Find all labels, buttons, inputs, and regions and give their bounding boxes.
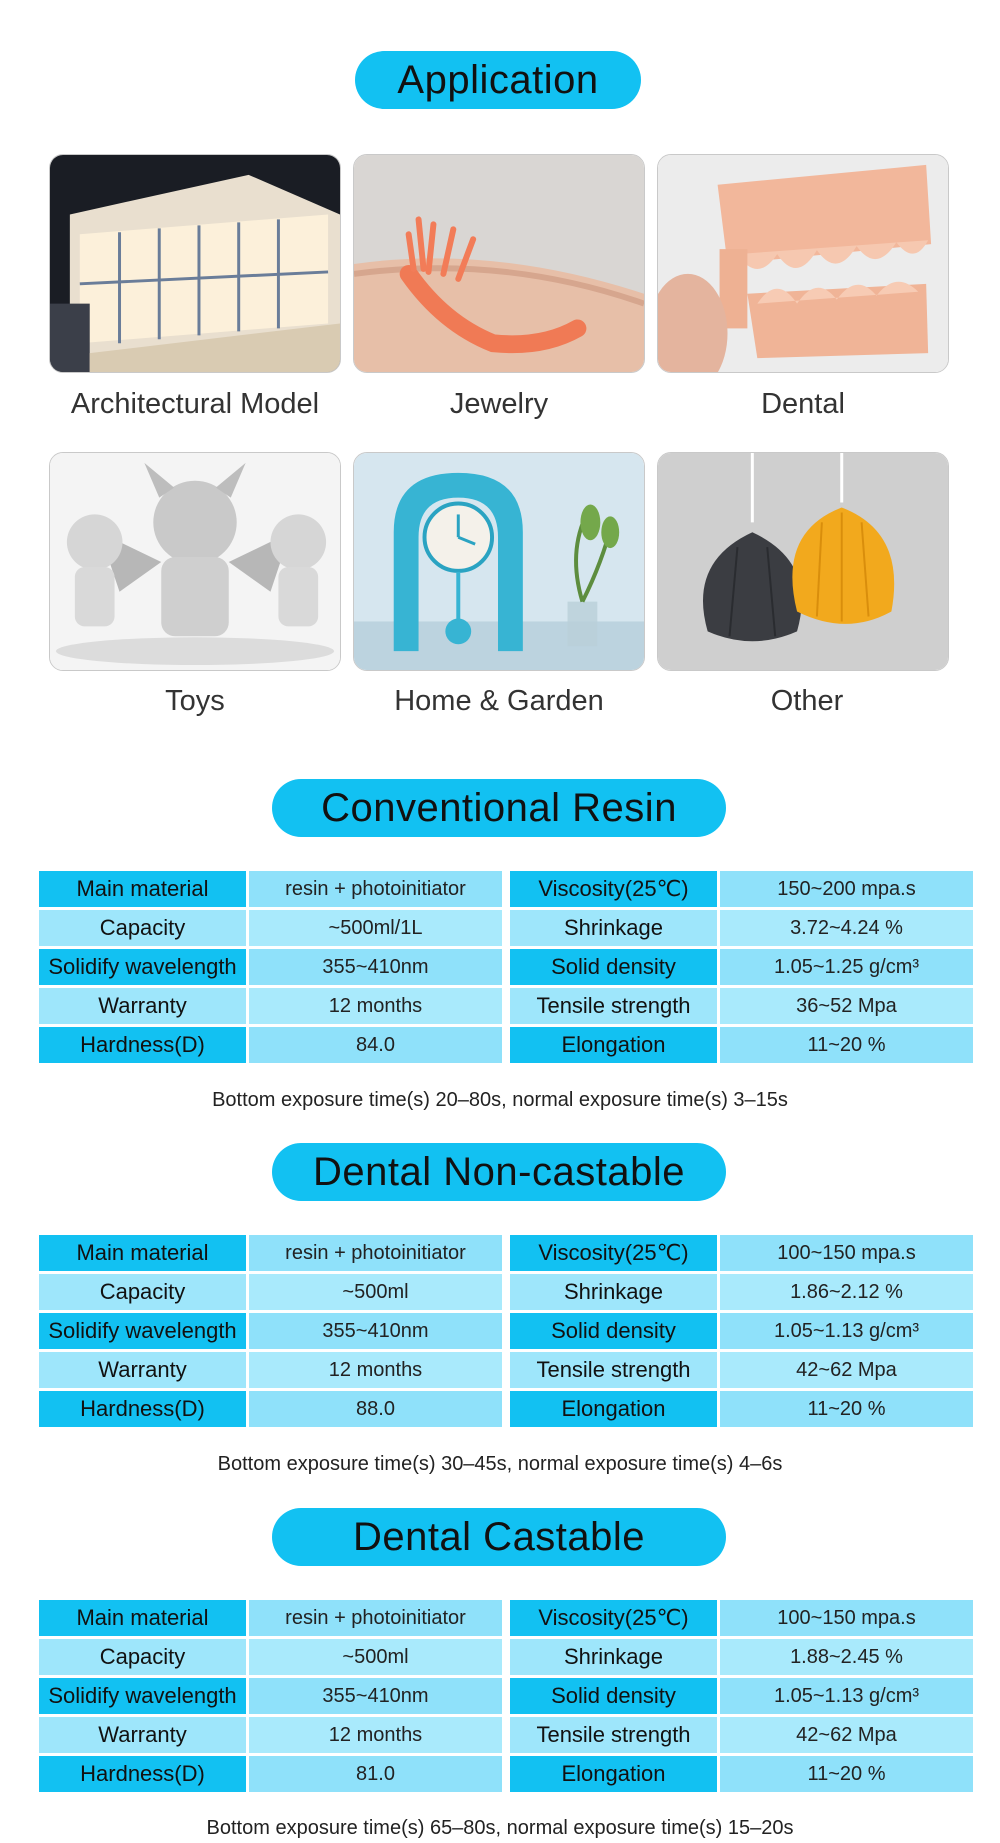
spec-table (36, 868, 976, 1066)
spec-key: Elongation (510, 1391, 717, 1427)
spec-key: Capacity (39, 1639, 246, 1675)
spec-row (39, 871, 973, 907)
spec-value: ~500ml (249, 1274, 502, 1310)
spec-gap (505, 1717, 507, 1753)
spec-value: 100~150 mpa.s (720, 1235, 973, 1271)
spec-value: 355~410nm (249, 1678, 502, 1714)
spec-key: Viscosity(25℃) (510, 1600, 717, 1636)
spec-value: 150~200 mpa.s (720, 871, 973, 907)
spec-key: Elongation (510, 1756, 717, 1792)
spec-row (39, 1639, 973, 1675)
spec-key: Warranty (39, 988, 246, 1024)
caption-jewelry: Jewelry (449, 388, 549, 420)
spec-gap (505, 1639, 507, 1675)
spec-gap (505, 1235, 507, 1271)
spec-value: 11~20 % (720, 1756, 973, 1792)
jewelry-image (353, 154, 645, 373)
spec-value: 42~62 Mpa (720, 1717, 973, 1753)
spec-gap (505, 988, 507, 1024)
caption-dental: Dental (761, 388, 845, 420)
spec-key: Main material (39, 871, 246, 907)
spec-row (39, 1756, 973, 1792)
caption-architectural-model: Architectural Model (70, 388, 320, 420)
spec-row (39, 988, 973, 1024)
spec-table-body (39, 1600, 973, 1792)
other-image (657, 452, 949, 671)
home-garden-image (353, 452, 645, 671)
spec-key: Main material (39, 1600, 246, 1636)
spec-key: Tensile strength (510, 988, 717, 1024)
resin-title: Dental Castable (352, 1514, 646, 1559)
spec-key: Solid density (510, 949, 717, 985)
spec-gap (505, 1391, 507, 1427)
spec-gap (505, 1678, 507, 1714)
spec-key: Solidify wavelength (39, 949, 246, 985)
spec-value: resin + photoinitiator (249, 871, 502, 907)
spec-row (39, 1027, 973, 1063)
spec-value: 12 months (249, 988, 502, 1024)
toys-image (49, 452, 341, 671)
spec-key: Solid density (510, 1313, 717, 1349)
spec-value: 1.86~2.12 % (720, 1274, 973, 1310)
exposure-note: Bottom exposure time(s) 20–80s, normal exposure time(s) 3–15s (212, 1089, 788, 1111)
architectural-model-image (49, 154, 341, 373)
spec-value: 12 months (249, 1717, 502, 1753)
spec-key: Warranty (39, 1717, 246, 1753)
spec-table (36, 1597, 976, 1795)
spec-row (39, 1313, 973, 1349)
spec-row (39, 1274, 973, 1310)
spec-gap (505, 949, 507, 985)
spec-row (39, 1678, 973, 1714)
spec-value: ~500ml (249, 1639, 502, 1675)
spec-gap (505, 871, 507, 907)
spec-key: Hardness(D) (39, 1756, 246, 1792)
resin-title: Dental Non-castable (313, 1149, 685, 1194)
spec-value: 355~410nm (249, 949, 502, 985)
spec-key: Main material (39, 1235, 246, 1271)
spec-value: ~500ml/1L (249, 910, 502, 946)
spec-gap (505, 1600, 507, 1636)
spec-row (39, 1717, 973, 1753)
spec-gap (505, 1352, 507, 1388)
exposure-note: Bottom exposure time(s) 65–80s, normal exposure time(s) 15–20s (206, 1817, 794, 1839)
dental-image (657, 154, 949, 373)
spec-key: Hardness(D) (39, 1027, 246, 1063)
spec-key: Tensile strength (510, 1352, 717, 1388)
exposure-note: Bottom exposure time(s) 30–45s, normal exposure time(s) 4–6s (217, 1453, 783, 1475)
spec-value: 1.05~1.13 g/cm³ (720, 1678, 973, 1714)
caption-home-garden: Home & Garden (394, 685, 604, 717)
spec-value: 100~150 mpa.s (720, 1600, 973, 1636)
spec-key: Solidify wavelength (39, 1313, 246, 1349)
resin-title-pill (272, 779, 726, 837)
spec-key: Tensile strength (510, 1717, 717, 1753)
spec-value: resin + photoinitiator (249, 1600, 502, 1636)
spec-value: 1.88~2.45 % (720, 1639, 973, 1675)
spec-table (36, 1232, 976, 1430)
spec-row (39, 1600, 973, 1636)
spec-key: Viscosity(25℃) (510, 871, 717, 907)
spec-value: 1.05~1.13 g/cm³ (720, 1313, 973, 1349)
application-title-pill (355, 51, 641, 109)
spec-value: resin + photoinitiator (249, 1235, 502, 1271)
spec-row (39, 1352, 973, 1388)
spec-row (39, 910, 973, 946)
spec-value: 1.05~1.25 g/cm³ (720, 949, 973, 985)
spec-key: Solid density (510, 1678, 717, 1714)
spec-row (39, 1235, 973, 1271)
spec-value: 36~52 Mpa (720, 988, 973, 1024)
spec-value: 42~62 Mpa (720, 1352, 973, 1388)
spec-value: 3.72~4.24 % (720, 910, 973, 946)
application-title: Application (397, 57, 599, 102)
spec-key: Viscosity(25℃) (510, 1235, 717, 1271)
spec-value: 12 months (249, 1352, 502, 1388)
spec-value: 81.0 (249, 1756, 502, 1792)
spec-key: Capacity (39, 1274, 246, 1310)
spec-key: Shrinkage (510, 1639, 717, 1675)
spec-value: 11~20 % (720, 1027, 973, 1063)
spec-gap (505, 910, 507, 946)
resin-title-pill (272, 1508, 726, 1566)
spec-row (39, 949, 973, 985)
spec-value: 84.0 (249, 1027, 502, 1063)
spec-gap (505, 1756, 507, 1792)
spec-table-body (39, 1235, 973, 1427)
spec-value: 355~410nm (249, 1313, 502, 1349)
resin-title: Conventional Resin (321, 785, 677, 830)
caption-toys: Toys (165, 685, 225, 717)
caption-other: Other (770, 685, 844, 717)
spec-key: Shrinkage (510, 910, 717, 946)
spec-row (39, 1391, 973, 1427)
spec-gap (505, 1027, 507, 1063)
spec-key: Capacity (39, 910, 246, 946)
spec-key: Solidify wavelength (39, 1678, 246, 1714)
spec-value: 11~20 % (720, 1391, 973, 1427)
spec-key: Shrinkage (510, 1274, 717, 1310)
spec-value: 88.0 (249, 1391, 502, 1427)
spec-key: Warranty (39, 1352, 246, 1388)
spec-gap (505, 1274, 507, 1310)
spec-key: Hardness(D) (39, 1391, 246, 1427)
spec-gap (505, 1313, 507, 1349)
spec-key: Elongation (510, 1027, 717, 1063)
spec-table-body (39, 871, 973, 1063)
resin-title-pill (272, 1143, 726, 1201)
